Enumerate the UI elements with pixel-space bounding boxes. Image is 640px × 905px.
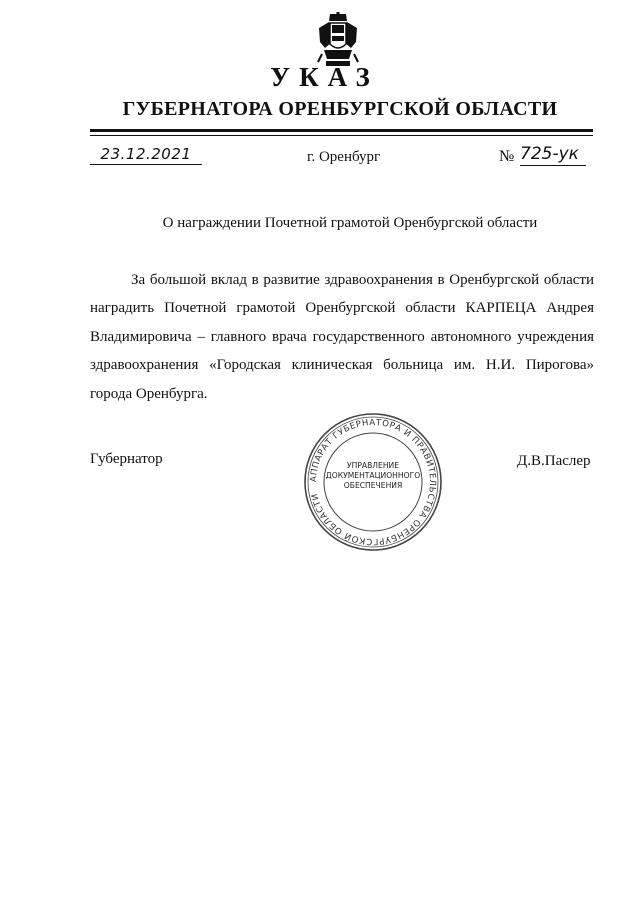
number-sign: № <box>499 148 515 165</box>
stamp-ring-text: АППАРАТ ГУБЕРНАТОРА И ПРАВИТЕЛЬСТВА ОРЕНБУРГСКОЙ ОБЛАСТИ <box>308 417 438 547</box>
document-city: г. Оренбург <box>307 149 381 165</box>
document-issuer: ГУБЕРНАТОРА ОРЕНБУРГСКОЙ ОБЛАСТИ <box>122 98 558 120</box>
coat-of-arms-icon <box>316 12 360 68</box>
stamp-line-3: ОБЕСПЕЧЕНИЯ <box>343 481 403 490</box>
document-date: 23.12.2021 <box>90 145 202 165</box>
header-divider-thin <box>90 135 593 136</box>
stamp-line-1: УПРАВЛЕНИЕ <box>346 461 400 470</box>
document-subject: О награждении Почетной грамотой Оренбургской области <box>162 215 538 231</box>
stamp-line-2: ДОКУМЕНТАЦИОННОГО <box>325 471 421 480</box>
signatory-position: Губернатор <box>90 451 163 467</box>
document-number: 725-ук <box>520 144 586 166</box>
header-divider-thick <box>90 129 593 132</box>
document-body: За большой вклад в развитие здравоохранения в Оренбургской области наградить Почетной грамотой Оренбургской области КАРПЕЦА Андрея Владимировича – главного врача государственного автономного учреждения здравоохранения «Городская клиническая больница им. Н.И. Пирогова» города Оренбурга. <box>90 272 594 402</box>
document-title: УКАЗ <box>270 62 379 92</box>
signatory-name: Д.В.Паслер <box>517 453 591 469</box>
official-stamp <box>303 412 443 552</box>
